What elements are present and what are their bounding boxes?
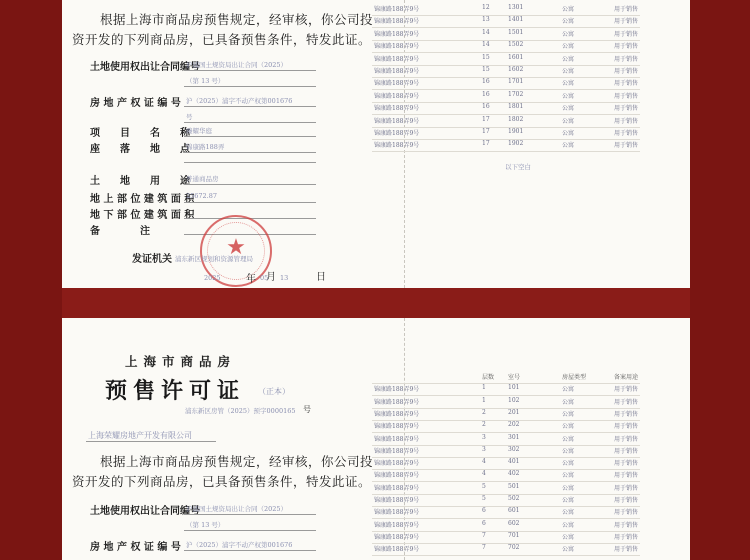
table-cell-type: 公寓: [562, 80, 575, 88]
date-day-label: 日: [316, 272, 326, 283]
bottom-paragraph-line2: 资开发的下列商品房，已具备预售条件，特发此证。: [72, 474, 372, 489]
table-cell-floor: 4: [482, 470, 486, 478]
table-cell-room: 302: [508, 445, 520, 453]
table-cell-room: 602: [508, 519, 520, 527]
table-cell-type: 公寓: [562, 435, 575, 443]
field-value-2: （第 13 号）: [186, 521, 225, 529]
table-cell-addr: 锦康路188弄9号: [374, 423, 420, 431]
table-cell-floor: 13: [482, 16, 490, 24]
table-cell-room: 1802: [508, 115, 524, 123]
field-label: 项 目 名 称: [90, 128, 190, 139]
table-cell-use: 用于销售: [614, 472, 639, 480]
table-cell-floor: 6: [482, 507, 486, 515]
table-cell-type: 公寓: [562, 117, 575, 125]
table-cell-addr: 锦康路188弄9号: [374, 435, 420, 443]
table-cell-type: 公寓: [562, 398, 575, 406]
table-cell-room: 1701: [508, 78, 524, 86]
table-cell-room: 1401: [508, 16, 524, 24]
table-cell-use: 用于销售: [614, 386, 639, 394]
field-underline: [184, 184, 316, 185]
table-cell-type: 公寓: [562, 68, 575, 75]
date-day-num: 13: [280, 274, 289, 282]
table-cell-use: 用于销售: [614, 410, 639, 418]
table-cell-addr: 锦康路188弄9号: [374, 521, 420, 529]
table-cell-use: 用于销售: [614, 18, 639, 26]
field-value: 沪浦国土规资局出让合同（2025）: [186, 505, 288, 513]
table-cell-addr: 锦康路188弄9号: [374, 447, 420, 455]
table-cell-type: 公寓: [562, 460, 575, 468]
table-cell-use: 用于销售: [614, 117, 639, 125]
table-header-use: 备案用途: [614, 374, 639, 381]
table-cell-use: 用于销售: [614, 68, 639, 75]
table-cell-floor: 17: [482, 128, 490, 135]
table-cell-type: 公寓: [562, 92, 575, 100]
table-cell-addr: 锦康路188弄9号: [374, 142, 420, 150]
table-cell-room: 201: [508, 408, 520, 416]
table-cell-room: 702: [508, 544, 520, 552]
field-value: 沪（2025）浦字不动产权第001676: [186, 97, 293, 105]
table-cell-addr: 锦康路188弄9号: [374, 472, 420, 480]
table-cell-room: 1502: [508, 41, 524, 49]
table-cell-addr: 锦康路188弄9号: [374, 460, 420, 468]
field-value-2: （第 13 号）: [186, 77, 225, 85]
table-cell-use: 用于销售: [614, 546, 639, 554]
date-month-label: 月: [266, 272, 276, 283]
table-cell-addr: 锦康路188弄9号: [374, 55, 420, 63]
table-cell-type: 公寓: [562, 472, 575, 480]
table-rule: [372, 555, 640, 556]
table-cell-floor: 14: [482, 28, 490, 36]
table-cell-addr: 锦康路188弄9号: [374, 43, 420, 51]
table-cell-use: 用于销售: [614, 80, 639, 88]
table-cell-floor: 16: [482, 103, 490, 111]
table-cell-floor: 3: [482, 445, 486, 453]
table-cell-room: 1702: [508, 90, 524, 98]
table-cell-addr: 锦康路188弄9号: [374, 80, 420, 88]
permit-number: 浦东新区房管（2025）预字0000165: [185, 407, 296, 415]
table-cell-type: 公寓: [562, 521, 575, 529]
table-cell-addr: 锦康路188弄9号: [374, 130, 420, 137]
table-cell-floor: 1: [482, 384, 486, 392]
table-cell-floor: 6: [482, 519, 486, 527]
permit-title-sub: （正本）: [258, 387, 290, 396]
table-cell-floor: 12: [482, 4, 490, 11]
table-cell-addr: 锦康路188弄9号: [374, 18, 420, 26]
table-cell-floor: 14: [482, 41, 490, 49]
table-cell-addr: 锦康路188弄9号: [374, 410, 420, 418]
issuer-label: 发证机关: [132, 254, 172, 265]
table-cell-floor: 16: [482, 78, 490, 86]
table-cell-use: 用于销售: [614, 30, 639, 38]
table-cell-addr: 锦康路188弄9号: [374, 105, 420, 113]
field-label: 土地使用权出让合同编号: [90, 62, 200, 73]
date-year-num: 2025: [204, 274, 221, 282]
table-cell-room: 1301: [508, 4, 524, 11]
table-cell-floor: 3: [482, 433, 486, 441]
table-cell-type: 公寓: [562, 447, 575, 455]
table-cell-floor: 2: [482, 408, 486, 416]
field-value: 臻耀华庭: [186, 127, 212, 135]
table-cell-addr: 锦康路188弄9号: [374, 509, 420, 517]
table-cell-type: 公寓: [562, 497, 575, 504]
table-cell-type: 公寓: [562, 30, 575, 38]
table-cell-room: 1801: [508, 103, 524, 111]
field-value: 锦康路188弄: [186, 143, 225, 151]
table-cell-room: 1602: [508, 66, 524, 73]
permit-number-suffix: 号: [303, 405, 311, 414]
table-cell-use: 用于销售: [614, 43, 639, 51]
table-cell-addr: 锦康路188弄9号: [374, 546, 420, 554]
permit-title-line2: 预售许可证: [105, 378, 246, 404]
table-cell-type: 公寓: [562, 55, 575, 63]
field-value: 沪（2025）浦字不动产权第001676: [186, 541, 293, 549]
table-cell-type: 公寓: [562, 142, 575, 150]
table-cell-floor: 15: [482, 66, 490, 73]
table-cell-room: 301: [508, 433, 520, 441]
table-cell-use: 用于销售: [614, 521, 639, 529]
table-cell-addr: 锦康路188弄9号: [374, 398, 420, 406]
table-cell-room: 701: [508, 531, 520, 539]
field-label: 座 落 地 点: [90, 144, 190, 155]
table-cell-addr: 锦康路188弄9号: [374, 117, 420, 125]
table-cell-room: 502: [508, 495, 520, 502]
table-cell-type: 公寓: [562, 6, 575, 13]
date-month-num: 05: [260, 274, 269, 282]
table-cell-type: 公寓: [562, 546, 575, 554]
table-header-floor: 层数: [482, 374, 495, 381]
table-cell-use: 用于销售: [614, 105, 639, 113]
table-cell-use: 用于销售: [614, 484, 639, 492]
table-cell-room: 1501: [508, 28, 524, 36]
field-value-2: 号: [186, 113, 193, 121]
table-cell-addr: 锦康路188弄9号: [374, 497, 420, 504]
field-underline: [184, 202, 316, 203]
table-cell-floor: 5: [482, 482, 486, 490]
table-cell-use: 用于销售: [614, 533, 639, 541]
table-cell-addr: 锦康路188弄9号: [374, 386, 420, 394]
table-cell-floor: 1: [482, 396, 486, 404]
field-label: 地 上 部 位 建 筑 面 积: [90, 194, 195, 205]
table-cell-use: 用于销售: [614, 447, 639, 455]
table-cell-addr: 锦康路188弄9号: [374, 92, 420, 100]
table-cell-floor: 7: [482, 531, 486, 539]
table-cell-room: 402: [508, 470, 520, 478]
table-cell-floor: 2: [482, 421, 486, 429]
table-cell-type: 公寓: [562, 484, 575, 492]
table-cell-room: 202: [508, 421, 520, 429]
field-value: 普通商品房: [186, 175, 219, 183]
table-cell-floor: 4: [482, 458, 486, 466]
table-cell-type: 公寓: [562, 130, 575, 137]
table-cell-addr: 锦康路188弄9号: [374, 484, 420, 492]
table-cell-addr: 锦康路188弄9号: [374, 533, 420, 541]
table-header-type: 房屋类型: [562, 374, 587, 381]
date-year-label: 年: [246, 274, 256, 285]
field-value: 沪浦国土规资局出让合同（2025）: [186, 61, 288, 69]
issuer-value: 浦东新区规划和资源管理局: [175, 255, 253, 263]
table-cell-use: 用于销售: [614, 398, 639, 406]
table-cell-use: 用于销售: [614, 6, 639, 13]
table-cell-use: 用于销售: [614, 92, 639, 100]
page-gap: [62, 288, 690, 318]
field-value: 25672.87: [186, 192, 218, 200]
table-cell-room: 1901: [508, 128, 524, 135]
table-cell-addr: 锦康路188弄9号: [374, 30, 420, 38]
official-seal: ★: [200, 215, 272, 287]
table-cell-type: 公寓: [562, 423, 575, 431]
table-cell-floor: 17: [482, 140, 490, 148]
table-cell-type: 公寓: [562, 533, 575, 541]
bottom-paragraph-line1: 根据上海市商品房预售规定，经审核，你公司投: [100, 454, 374, 469]
table-cell-type: 公寓: [562, 410, 575, 418]
table-cell-use: 用于销售: [614, 423, 639, 431]
field-underline: [184, 162, 316, 163]
table-cell-room: 1601: [508, 53, 524, 61]
table-cell-type: 公寓: [562, 509, 575, 517]
field-label: 备 注: [90, 226, 150, 237]
permit-title-line1: 上海市商品房: [125, 354, 237, 369]
table-cell-room: 1902: [508, 140, 524, 148]
table-cell-addr: 锦康路188弄9号: [374, 68, 420, 75]
table-cell-use: 用于销售: [614, 497, 639, 504]
table-cell-use: 用于销售: [614, 142, 639, 150]
top-paragraph-line2: 资开发的下列商品房，已具备预售条件，特发此证。: [72, 32, 372, 47]
table-cell-type: 公寓: [562, 18, 575, 26]
table-cell-floor: 5: [482, 495, 486, 502]
table-cell-floor: 15: [482, 53, 490, 61]
table-header-room: 室号: [508, 374, 521, 381]
table-cell-floor: 7: [482, 544, 486, 552]
table-cell-addr: 锦康路188弄9号: [374, 6, 420, 13]
table-cell-use: 用于销售: [614, 435, 639, 443]
table-cell-room: 101: [508, 384, 520, 392]
table-cell-type: 公寓: [562, 43, 575, 51]
table-cell-room: 102: [508, 396, 520, 404]
field-label: 地 下 部 位 建 筑 面 积: [90, 210, 195, 221]
table-cell-room: 601: [508, 507, 520, 515]
field-label: 土 地 用 途: [90, 176, 190, 187]
table-cell-use: 用于销售: [614, 509, 639, 517]
field-label: 房 地 产 权 证 编 号: [90, 542, 181, 553]
table-cell-floor: 17: [482, 115, 490, 123]
table-cell-room: 501: [508, 482, 520, 490]
table-cell-type: 公寓: [562, 386, 575, 394]
table-cell-use: 用于销售: [614, 460, 639, 468]
table-rule: [372, 151, 640, 152]
table-cell-use: 用于销售: [614, 130, 639, 137]
field-label: 房 地 产 权 证 编 号: [90, 98, 181, 109]
table-cell-floor: 16: [482, 90, 490, 98]
table-cell-use: 用于销售: [614, 55, 639, 63]
field-label: 土地使用权出让合同编号: [90, 506, 200, 517]
table-footer: 以下空白: [505, 163, 531, 171]
table-cell-type: 公寓: [562, 105, 575, 113]
company-name: 上海荣耀房地产开发有限公司: [88, 431, 192, 440]
table-cell-room: 401: [508, 458, 520, 466]
top-paragraph-line1: 根据上海市商品房预售规定，经审核，你公司投: [100, 12, 374, 27]
